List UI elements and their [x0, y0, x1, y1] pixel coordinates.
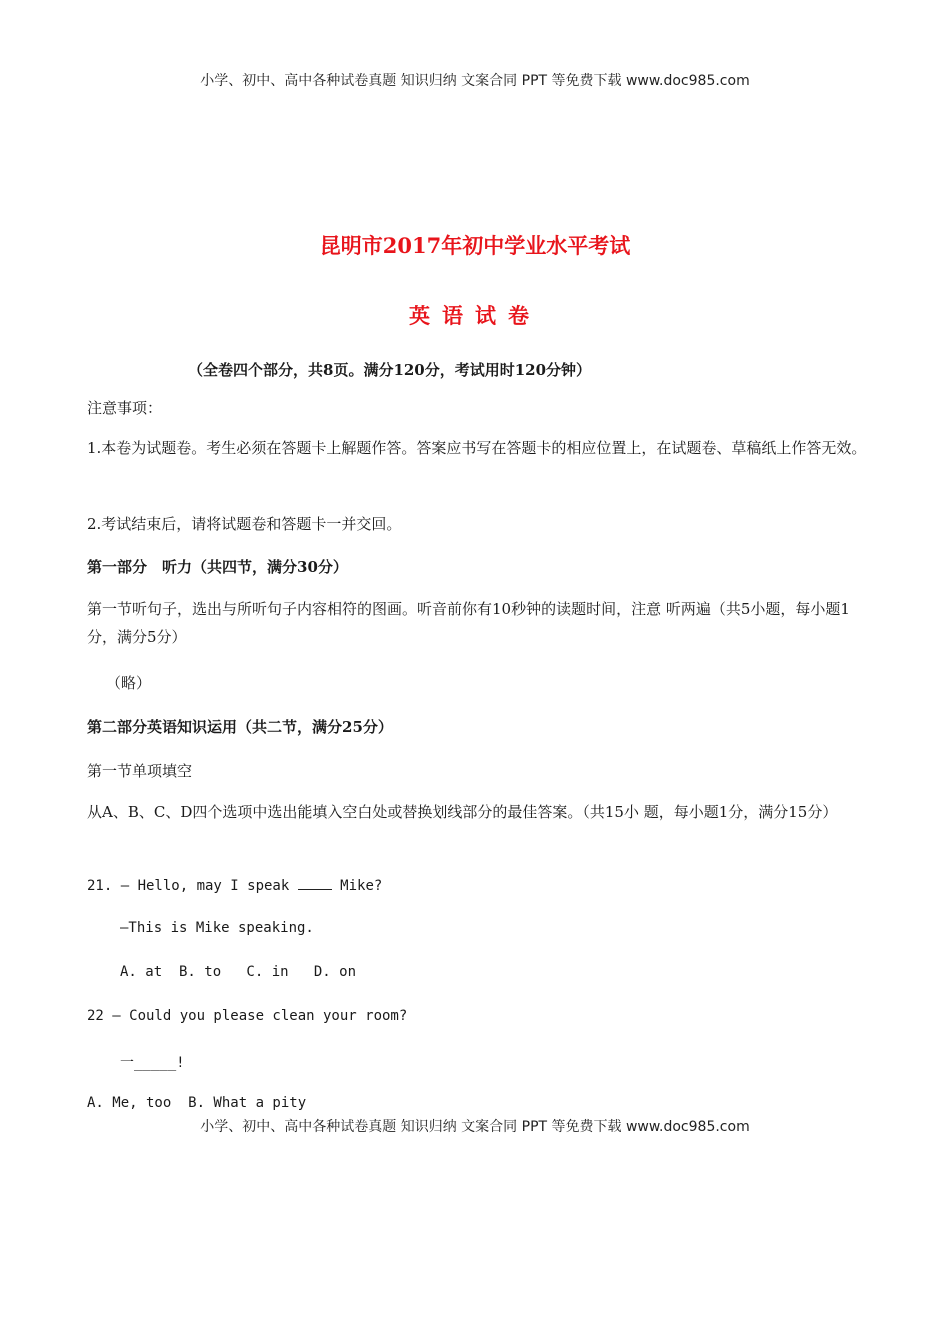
- page-footer: 小学、初中、高中各种试卷真题 知识归纳 文案合同 PPT 等免费下载 www.doc985.com: [200, 1119, 750, 1135]
- exam-info: （全卷四个部分，共8页。满分120分，考试用时120分钟）: [188, 361, 592, 379]
- question-21-answer: —This is Mike speaking.: [120, 920, 314, 936]
- part2-instructions: 从A、B、C、D四个选项中选出能填入空白处或替换划线部分的最佳答案。（共15小 题，每小题1分，满分15分）: [87, 803, 838, 821]
- part1-heading: 第一部分 听力（共四节，满分30分）: [87, 558, 348, 576]
- notes-item-2: 2.考试结束后，请将试题卷和答题卡一并交回。: [87, 515, 402, 533]
- question-22-options: A. Me, too B. What a pity: [87, 1095, 307, 1111]
- question-22: 22 — Could you please clean your room?: [87, 1008, 408, 1024]
- part1-section1-instructions: 第一节听句子，选出与所听句子内容相符的图画。听音前你有10秒钟的读题时间，注意 听两遍（共5小题，每小题1分，满分5分）: [87, 600, 850, 646]
- question-21: [87, 877, 382, 894]
- question-21-options: A. at B. to C. in D. on: [120, 964, 357, 980]
- question-21-prefix: 21. — Hello, may I speak: [87, 878, 290, 894]
- part1-omitted: （略）: [106, 674, 152, 692]
- page-header: 小学、初中、高中各种试卷真题 知识归纳 文案合同 PPT 等免费下载 www.doc985.com: [200, 73, 750, 89]
- question-22-answer: 一_____!: [120, 1055, 185, 1071]
- question-21-blank: [298, 877, 332, 890]
- question-21-suffix: Mike?: [340, 878, 383, 894]
- exam-title: 昆明市2017年初中学业水平考试: [319, 233, 631, 258]
- notes-item-1: 1.本卷为试题卷。考生必须在答题卡上解题作答。答案应书写在答题卡的相应位置上，在试题卷、草稿纸上作答无效。: [87, 439, 867, 457]
- part2-heading: 第二部分英语知识运用（共二节，满分25分）: [87, 718, 393, 736]
- notes-heading: 注意事项：: [87, 399, 163, 417]
- exam-subtitle: 英语试卷: [409, 303, 541, 328]
- part2-section1-title: 第一节单项填空: [87, 762, 193, 780]
